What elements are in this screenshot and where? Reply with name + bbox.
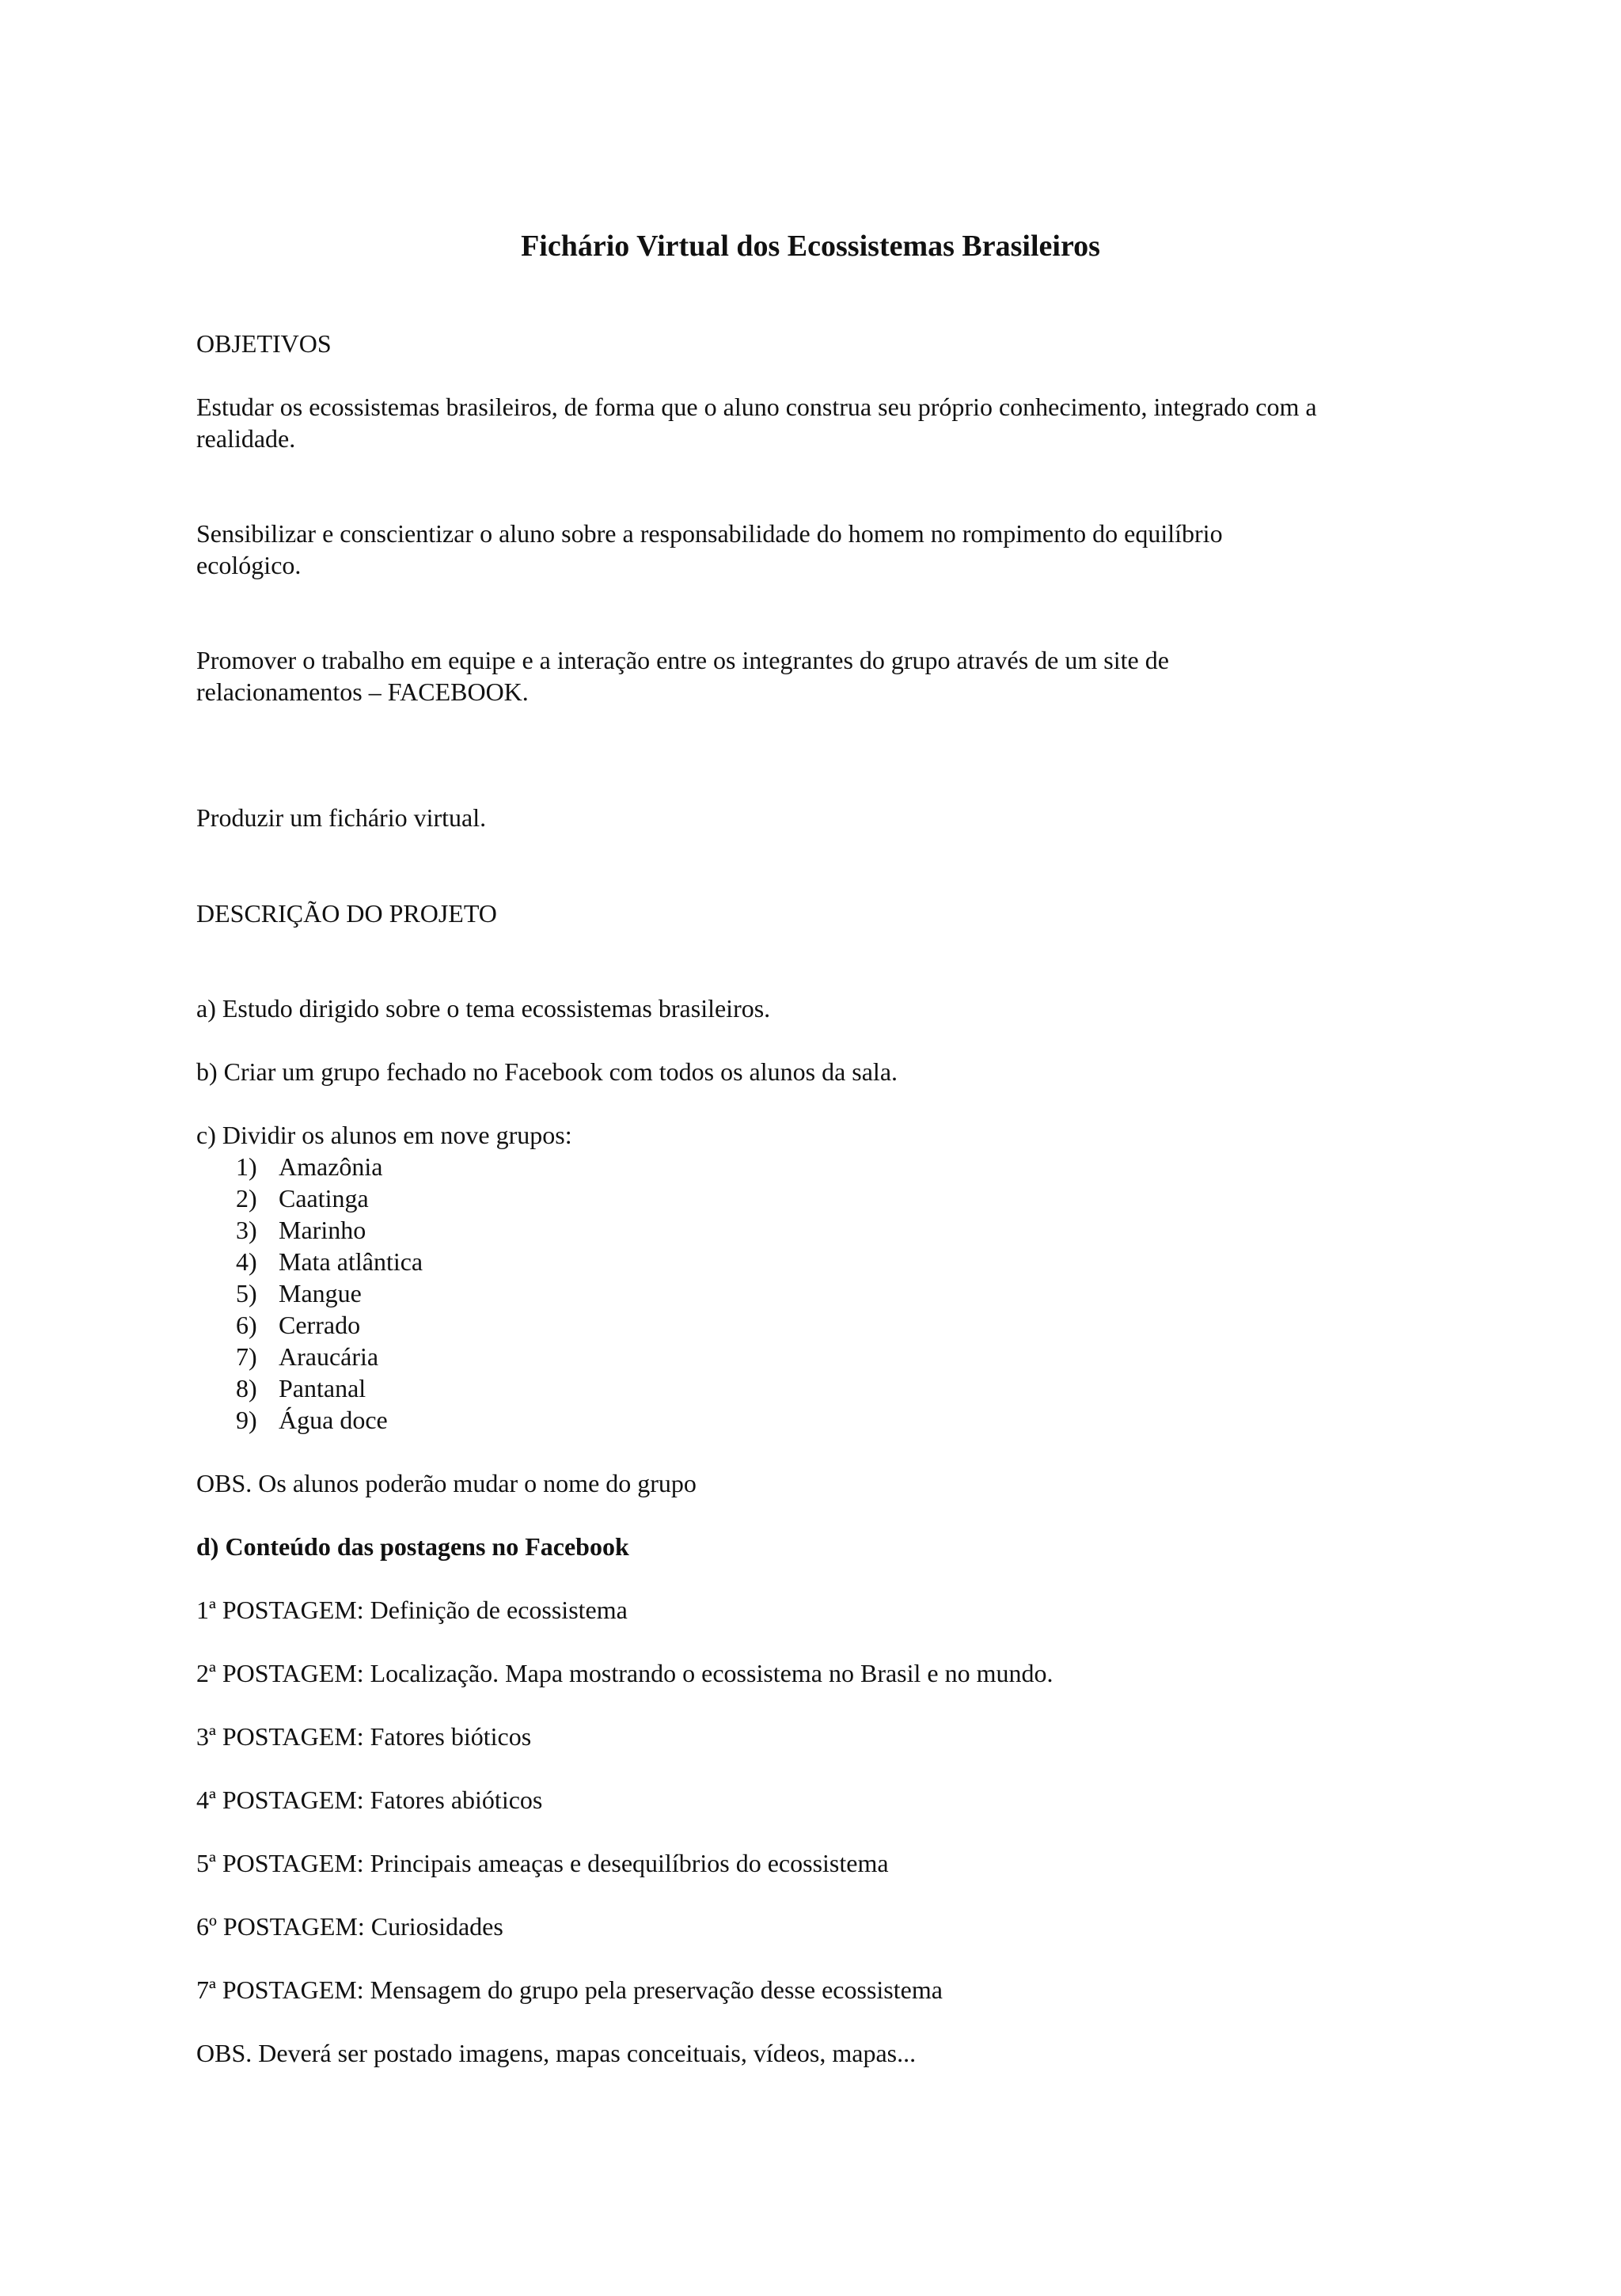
postagem-6: 6º POSTAGEM: Curiosidades bbox=[196, 1912, 503, 1941]
list-item: 3) Marinho bbox=[236, 1216, 366, 1244]
list-item: 4) Mata atlântica bbox=[236, 1247, 423, 1276]
objetivo-3-line-1: Promover o trabalho em equipe e a interação entre os integrantes do grupo através de um site de bbox=[196, 646, 1169, 674]
item-b: b) Criar um grupo fechado no Facebook com todos os alunos da sala. bbox=[196, 1057, 898, 1086]
group-name: Araucária bbox=[279, 1342, 379, 1371]
obs-grupo: OBS. Os alunos poderão mudar o nome do grupo bbox=[196, 1469, 697, 1497]
objetivo-1-line-1: Estudar os ecossistemas brasileiros, de forma que o aluno construa seu próprio conhecimento, integrado com a bbox=[196, 393, 1317, 421]
list-item: 6) Cerrado bbox=[236, 1311, 361, 1339]
list-item: 9) Água doce bbox=[236, 1406, 388, 1434]
postagem-5: 5ª POSTAGEM: Principais ameaças e desequilíbrios do ecossistema bbox=[196, 1849, 889, 1877]
group-name: Cerrado bbox=[279, 1311, 361, 1339]
obs-postagens: OBS. Deverá ser postado imagens, mapas conceituais, vídeos, mapas... bbox=[196, 2039, 917, 2067]
postagem-2: 2ª POSTAGEM: Localização. Mapa mostrando o ecossistema no Brasil e no mundo. bbox=[196, 1659, 1053, 1687]
group-name: Mangue bbox=[279, 1279, 362, 1307]
document-title: Fichário Virtual dos Ecossistemas Brasileiros bbox=[521, 230, 1100, 263]
postagem-7: 7ª POSTAGEM: Mensagem do grupo pela preservação desse ecossistema bbox=[196, 1975, 943, 2004]
list-item: 8) Pantanal bbox=[236, 1374, 366, 1402]
list-item: 5) Mangue bbox=[236, 1279, 362, 1307]
descricao-heading: DESCRIÇÃO DO PROJETO bbox=[196, 899, 497, 928]
postagem-1: 1ª POSTAGEM: Definição de ecossistema bbox=[196, 1596, 628, 1624]
objetivo-2-line-2: ecológico. bbox=[196, 551, 302, 579]
postagem-4: 4ª POSTAGEM: Fatores abióticos bbox=[196, 1786, 543, 1814]
objetivo-4: Produzir um fichário virtual. bbox=[196, 803, 487, 832]
objetivo-1-line-2: realidade. bbox=[196, 424, 296, 453]
item-d-heading: d) Conteúdo das postagens no Facebook bbox=[196, 1532, 629, 1561]
list-item: 1) Amazônia bbox=[236, 1152, 383, 1181]
group-name: Água doce bbox=[279, 1406, 388, 1434]
item-c: c) Dividir os alunos em nove grupos: bbox=[196, 1121, 572, 1149]
postagem-3: 3ª POSTAGEM: Fatores bióticos bbox=[196, 1722, 532, 1751]
group-name: Caatinga bbox=[279, 1184, 369, 1213]
group-name: Pantanal bbox=[279, 1374, 366, 1402]
group-name: Amazônia bbox=[279, 1152, 383, 1181]
list-item: 7) Araucária bbox=[236, 1342, 379, 1371]
objetivo-3-line-2: relacionamentos – FACEBOOK. bbox=[196, 677, 529, 706]
list-item: 2) Caatinga bbox=[236, 1184, 369, 1213]
item-a: a) Estudo dirigido sobre o tema ecossistemas brasileiros. bbox=[196, 994, 771, 1023]
objetivo-2-line-1: Sensibilizar e conscientizar o aluno sobre a responsabilidade do homem no rompimento do equilíbrio bbox=[196, 519, 1223, 548]
group-name: Mata atlântica bbox=[279, 1247, 423, 1276]
objetivos-heading: OBJETIVOS bbox=[196, 329, 332, 358]
group-name: Marinho bbox=[279, 1216, 366, 1244]
